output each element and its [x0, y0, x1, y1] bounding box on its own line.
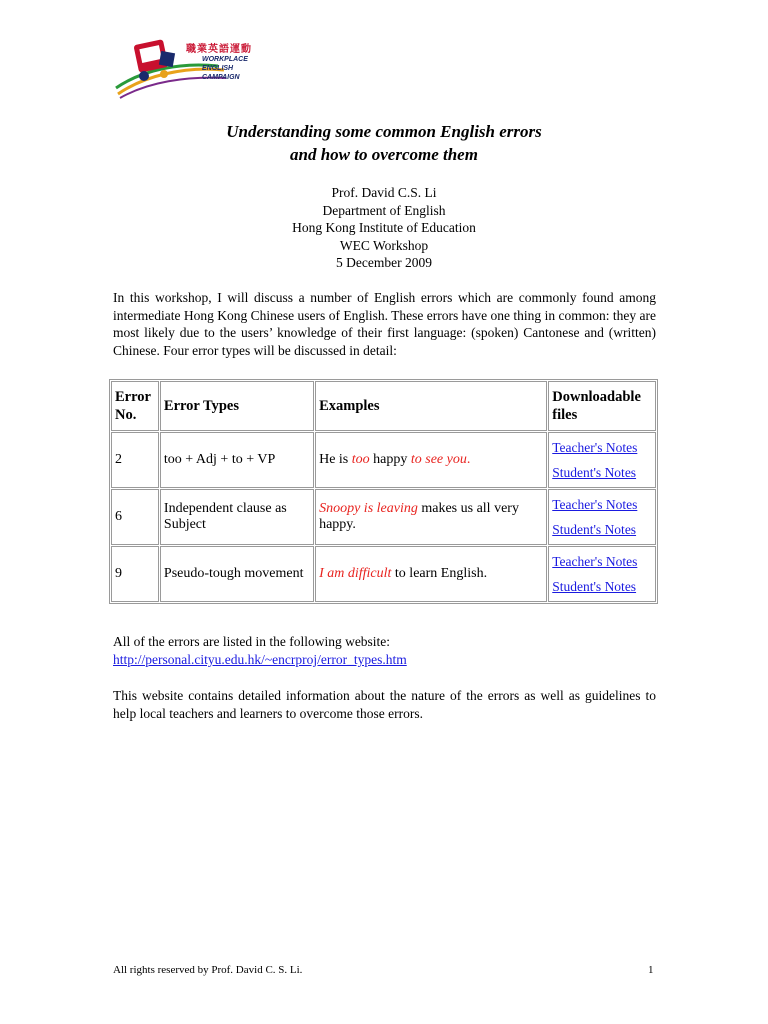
- teachers-notes-link[interactable]: Teacher's Notes: [552, 497, 638, 512]
- logo-chinese-text: 職業英語運動: [186, 44, 252, 55]
- logo-line-workplace: WORKPLACE: [202, 56, 248, 63]
- error-number: 9: [111, 546, 159, 602]
- table-row: [111, 432, 656, 488]
- example-text: makes us all very happy.: [319, 501, 519, 532]
- event: WEC Workshop: [339, 237, 429, 253]
- download-links: [548, 432, 656, 488]
- example-error-highlight: to see you: [410, 452, 467, 467]
- error-number: 2: [111, 432, 159, 488]
- date: 5 December 2009: [336, 255, 432, 271]
- page-number: 1: [648, 964, 654, 976]
- website-url-line: [113, 651, 656, 669]
- example-error-highlight: Snoopy is leaving: [319, 501, 418, 516]
- header-files-line1: Downloadable: [552, 389, 641, 405]
- example-text: .: [466, 452, 471, 467]
- example-text: He is: [319, 452, 352, 467]
- logo-line-campaign: CAMPAIGN: [202, 74, 240, 81]
- footer-rights: All rights reserved by Prof. David C. S. Li.: [113, 964, 303, 976]
- department: Department of English: [322, 202, 446, 218]
- teachers-notes-link[interactable]: Teacher's Notes: [552, 554, 638, 569]
- teachers-notes-link[interactable]: Teacher's Notes: [552, 440, 638, 455]
- example-text: to learn English.: [391, 566, 488, 581]
- author-name: Prof. David C.S. Li: [331, 185, 437, 200]
- students-notes-link[interactable]: Student's Notes: [552, 522, 637, 537]
- table-header-row: [111, 381, 656, 431]
- example: [315, 432, 547, 488]
- download-links: [548, 546, 656, 602]
- title-line-1: Understanding some common English errors: [226, 122, 542, 141]
- error-type: Independent clause as Subject: [160, 489, 314, 545]
- website-intro: All of the errors are listed in the following website:: [113, 634, 391, 649]
- header-error-no-line1: Error: [115, 389, 151, 405]
- institute: Hong Kong Institute of Education: [292, 220, 476, 236]
- example-error-highlight: too: [351, 452, 370, 467]
- example: [315, 546, 547, 602]
- example: [315, 489, 547, 545]
- header-error-types: Error Types: [160, 381, 314, 431]
- error-table: [109, 379, 658, 604]
- header-error-no-line2: No.: [115, 407, 137, 423]
- example-error-highlight: I am difficult: [319, 566, 392, 581]
- students-notes-link[interactable]: Student's Notes: [552, 465, 637, 480]
- title-line-2: and how to overcome them: [290, 145, 478, 164]
- author-block: [0, 184, 768, 272]
- table-row: [111, 489, 656, 545]
- website-description: This website contains detailed information about the nature of the errors as well as guidelines to help local teachers and learners to overcome those errors.: [113, 688, 656, 721]
- campaign-logo: [114, 36, 264, 100]
- error-type: too + Adj + to + VP: [160, 432, 314, 488]
- logo-line-english: ENGLISH: [202, 65, 234, 72]
- header-downloadable: [548, 381, 656, 431]
- website-url-link[interactable]: http://personal.cityu.edu.hk/~encrproj/error_types.htm: [113, 652, 407, 667]
- error-number: 6: [111, 489, 159, 545]
- error-type: Pseudo-tough movement: [160, 546, 314, 602]
- example-text: happy: [369, 452, 411, 467]
- download-links: [548, 489, 656, 545]
- intro-paragraph: In this workshop, I will discuss a number of English errors which are commonly found among intermediate Hong Kong Chinese users of English. These errors have one thing in common: they are most likely due to the users’ knowledge of their first language: (spoken) Cantonese and (written) Chinese. Four error types will be discussed in detail:: [113, 290, 656, 358]
- header-examples: Examples: [315, 381, 547, 431]
- header-error-no: [111, 381, 159, 431]
- table-row: [111, 546, 656, 602]
- header-files-line2: files: [552, 407, 578, 423]
- students-notes-link[interactable]: Student's Notes: [552, 579, 637, 594]
